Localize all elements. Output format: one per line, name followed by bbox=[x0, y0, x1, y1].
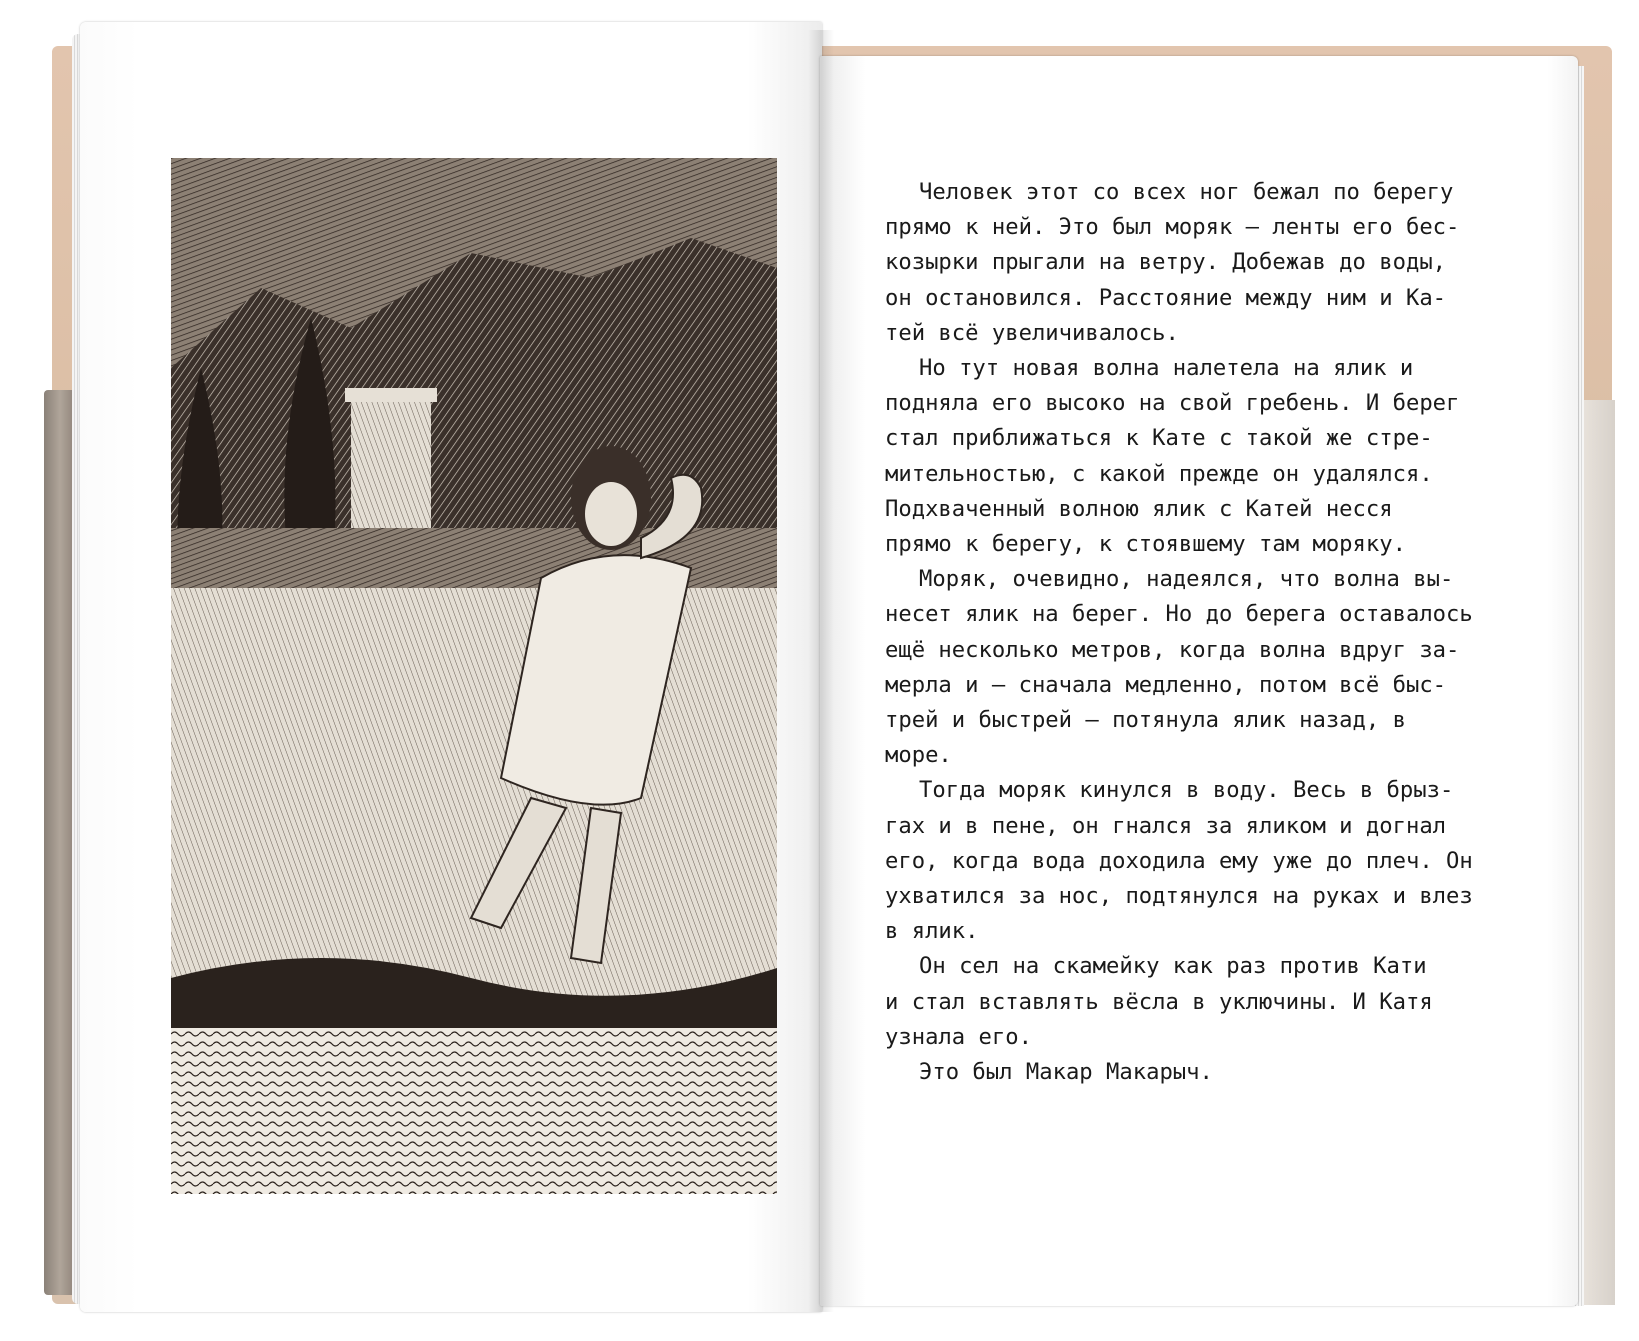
tower bbox=[351, 398, 431, 528]
paragraph: Тогда моряк кинулся в воду. Весь в брыз- гах и в пене, он гнался за яликом и догнал его, когда вода доходила ему уже до плеч. Он ухватился за нос, подтянулся на руках и влез в ялик. bbox=[885, 777, 1473, 945]
book-gutter bbox=[808, 30, 834, 1312]
paragraph: Но тут новая волна налетела на ялик и подняла его высоко на свой гребень. И берег стал приближаться к Кате с такой же стре- мительностью, с какой прежде он удалялся. Подхваченный волною ялик с Катей несся прямо к берегу, к стоявшему там моряку. bbox=[885, 355, 1460, 558]
paragraph: Человек этот со всех ног бежал по берегу прямо к ней. Это был моряк — ленты его бес- козырки прыгали на ветру. Добежав до воды, он остановился. Расстояние между ним и Ка- тей всё увеличивалось. bbox=[885, 179, 1460, 346]
engraving-illustration bbox=[171, 158, 777, 1194]
paragraph: Он сел на скамейку как раз против Кати и стал вставлять вёсла в уключины. И Катя узнала его. bbox=[885, 953, 1433, 1050]
page-text bbox=[885, 175, 1500, 1090]
sea-foam bbox=[171, 1028, 777, 1194]
paragraph: Это был Макар Макарыч. bbox=[919, 1059, 1213, 1086]
paragraph: Моряк, очевидно, надеялся, что волна вы- несет ялик на берег. Но до берега оставалось ещё несколько метров, когда волна вдруг за- мерла и — сначала медленно, потом всё быс- трей и быстрей — потянула ялик назад, в море. bbox=[885, 566, 1473, 769]
beach bbox=[171, 588, 777, 1008]
tower-roof bbox=[345, 388, 437, 402]
